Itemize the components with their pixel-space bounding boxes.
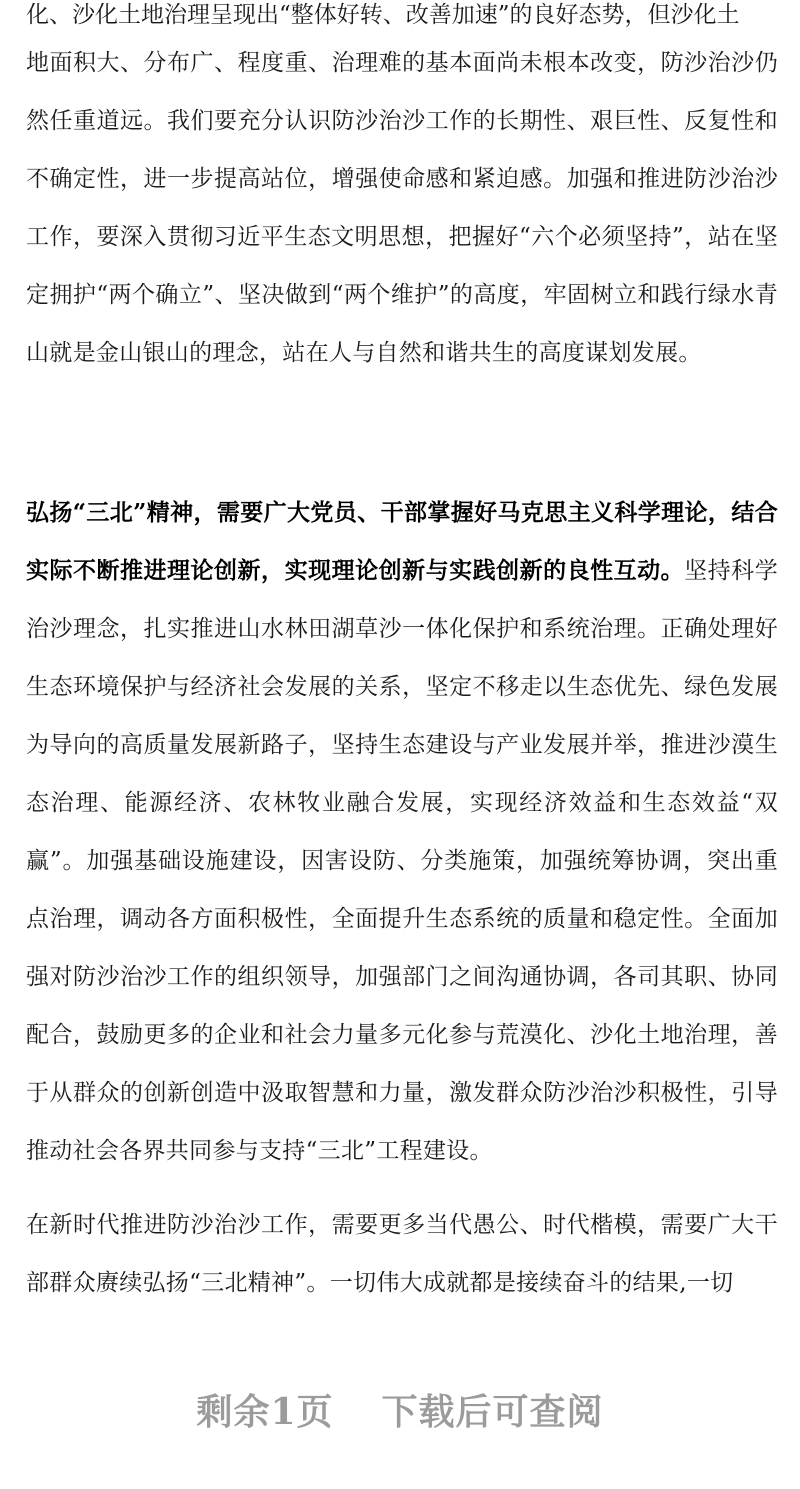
top-fragment: 化、沙化土地治理呈现出“整体好转、改善加速”的良好态势，但沙化土: [26, 2, 740, 28]
paragraph-2: [26, 484, 778, 1180]
paragraph-1: 地面积大、分布广、程度重、治理难的基本面尚未根本改变，防沙治沙仍然任重道远。我们要充分认识防沙治沙工作的长期性、艰巨性、反复性和不确定性，进一步提高站位，增强使命感和紧迫感。加强和推进防沙治沙工作，要深入贯彻习近平生态文明思想，把握好“六个必须坚持”，站在坚定拥护“两个确立”、坚决做到“两个维护”的高度，牢固树立和践行绿水青山就是金山银山的理念，站在人与自然和谐共生的高度谋划发展。: [26, 50, 778, 366]
download-to-view-label: 下载后可查阅: [381, 1391, 604, 1433]
paragraph-3: 在新时代推进防沙治沙工作，需要更多当代愚公、时代楷模，需要广大干部群众赓续弘扬“三北精神”。一切伟大成就都是接续奋斗的结果,一切: [26, 1212, 778, 1296]
remaining-pages-label: 剩余1页: [196, 1391, 334, 1433]
paragraph-2-bold-lead: 弘扬“三北”精神，需要广大党员、干部掌握好马克思主义科学理论，结合实际不断推进理论创新，实现理论创新与实践创新的良性互动。: [26, 499, 778, 584]
paragraph-2-body: 坚持科学治沙理念，扎实推进山水林田湖草沙一体化保护和系统治理。正确处理好生态环境保护与经济社会发展的关系，坚定不移走以生态优先、绿色发展为导向的高质量发展新路子，坚持生态建设与产业发展并举，推进沙漠生态治理、能源经济、农林牧业融合发展，实现经济效益和生态效益“双赢”。加强基础设施建设，因害设防、分类施策，加强统筹协调，突出重点治理，调动各方面积极性，全面提升生态系统的质量和稳定性。全面加强对防沙治沙工作的组织领导，加强部门之间沟通协调，各司其职、协同配合，鼓励更多的企业和社会力量多元化参与荒漠化、沙化土地治理，善于从群众的创新创造中汲取智慧和力量，激发群众防沙治沙积极性，引导推动社会各界共同参与支持“三北”工程建设。: [26, 558, 778, 1164]
download-prompt[interactable]: [0, 1384, 800, 1435]
